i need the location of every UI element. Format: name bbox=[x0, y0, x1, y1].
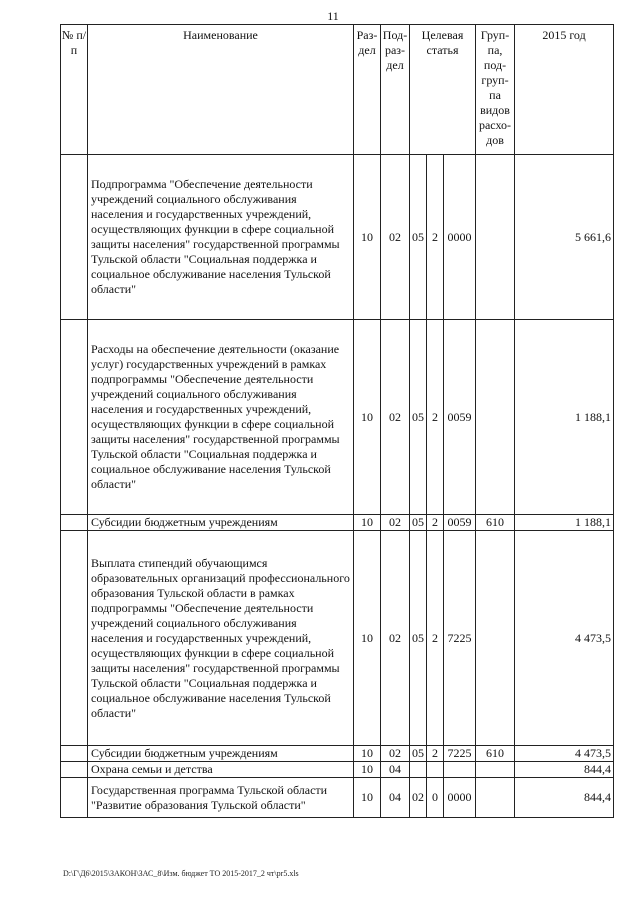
cell-target-direction: 0000 bbox=[444, 155, 476, 320]
cell-amount: 4 473,5 bbox=[515, 531, 614, 746]
cell-name: Подпрограмма "Обеспечение деятельности учреждений социального обслуживания населения и государственных учреждений, осуществляющих функции в сфере социальной защиты населения" государственной программы Тульской области "Социальная поддержка и социальное обслуживание населения Тульской области" bbox=[88, 155, 354, 320]
cell-target-program: 05 bbox=[410, 531, 427, 746]
budget-table bbox=[60, 24, 614, 818]
table-row bbox=[61, 746, 614, 762]
header-section: Раз-дел bbox=[354, 25, 381, 155]
cell-target-direction: 7225 bbox=[444, 531, 476, 746]
cell-amount: 844,4 bbox=[515, 778, 614, 818]
cell-amount: 844,4 bbox=[515, 762, 614, 778]
table-body bbox=[61, 155, 614, 818]
cell-num bbox=[61, 746, 88, 762]
cell-subsection: 02 bbox=[381, 746, 410, 762]
cell-section: 10 bbox=[354, 531, 381, 746]
cell-target-subprogram: 2 bbox=[427, 155, 444, 320]
table-row bbox=[61, 778, 614, 818]
cell-group bbox=[476, 778, 515, 818]
table-row bbox=[61, 762, 614, 778]
cell-target-direction: 0059 bbox=[444, 515, 476, 531]
cell-name: Субсидии бюджетным учреждениям bbox=[88, 746, 354, 762]
cell-group: 610 bbox=[476, 515, 515, 531]
cell-amount: 1 188,1 bbox=[515, 320, 614, 515]
header-num: № п/п bbox=[61, 25, 88, 155]
cell-section: 10 bbox=[354, 762, 381, 778]
cell-target-subprogram: 2 bbox=[427, 746, 444, 762]
cell-section: 10 bbox=[354, 320, 381, 515]
cell-num bbox=[61, 320, 88, 515]
cell-num bbox=[61, 515, 88, 531]
cell-amount: 5 661,6 bbox=[515, 155, 614, 320]
header-row bbox=[61, 25, 614, 155]
header-target-item: Целевая статья bbox=[410, 25, 476, 155]
cell-target-program: 05 bbox=[410, 155, 427, 320]
cell-group bbox=[476, 155, 515, 320]
table-row bbox=[61, 320, 614, 515]
cell-num bbox=[61, 778, 88, 818]
cell-group bbox=[476, 531, 515, 746]
header-name: Наименование bbox=[88, 25, 354, 155]
header-year: 2015 год bbox=[515, 25, 614, 155]
cell-section: 10 bbox=[354, 778, 381, 818]
cell-section: 10 bbox=[354, 515, 381, 531]
footer-file-path: D:\Г\Д6\2015\ЗАКОН\ЗАС_8\Изм. бюджет ТО 2015-2017_2 чт\pr5.xls bbox=[63, 869, 299, 878]
cell-num bbox=[61, 155, 88, 320]
cell-name: Государственная программа Тульской области "Развитие образования Тульской области" bbox=[88, 778, 354, 818]
cell-target-subprogram: 0 bbox=[427, 778, 444, 818]
header-subsection: Под-раз-дел bbox=[381, 25, 410, 155]
cell-subsection: 02 bbox=[381, 531, 410, 746]
cell-target-subprogram: 2 bbox=[427, 515, 444, 531]
cell-target-direction bbox=[444, 762, 476, 778]
cell-name: Расходы на обеспечение деятельности (оказание услуг) государственных учреждений в рамках подпрограммы "Обеспечение деятельности учреждений социального обслуживания населения и государственных учреждений, осуществляющих функции в сфере социальной защиты населения" государственной программы Тульской области "Социальная поддержка и социальное обслуживание населения Тульской области" bbox=[88, 320, 354, 515]
cell-target-direction: 0059 bbox=[444, 320, 476, 515]
cell-group bbox=[476, 320, 515, 515]
cell-target-direction: 0000 bbox=[444, 778, 476, 818]
cell-num bbox=[61, 531, 88, 746]
cell-section: 10 bbox=[354, 155, 381, 320]
cell-target-program: 05 bbox=[410, 320, 427, 515]
cell-target-program: 02 bbox=[410, 778, 427, 818]
page-number: 11 bbox=[327, 9, 339, 23]
cell-subsection: 02 bbox=[381, 320, 410, 515]
cell-target-subprogram: 2 bbox=[427, 320, 444, 515]
cell-name: Охрана семьи и детства bbox=[88, 762, 354, 778]
cell-target-program: 05 bbox=[410, 746, 427, 762]
header-group: Груп-па, под-груп-па видов расхо-дов bbox=[476, 25, 515, 155]
table-row bbox=[61, 155, 614, 320]
cell-amount: 1 188,1 bbox=[515, 515, 614, 531]
cell-amount: 4 473,5 bbox=[515, 746, 614, 762]
cell-group bbox=[476, 762, 515, 778]
cell-subsection: 02 bbox=[381, 155, 410, 320]
cell-name: Выплата стипендий обучающимся образовательных организаций профессионального образования Тульской области в рамках подпрограммы "Обеспечение деятельности учреждений социального обслуживания населения и государственных учреждений, осуществляющих функции в сфере социальной защиты населения" государственной программы Тульской области "Социальная поддержка и социальное обслуживание населения Тульской области" bbox=[88, 531, 354, 746]
cell-target-program bbox=[410, 762, 427, 778]
cell-target-subprogram: 2 bbox=[427, 531, 444, 746]
cell-name: Субсидии бюджетным учреждениям bbox=[88, 515, 354, 531]
cell-subsection: 04 bbox=[381, 762, 410, 778]
cell-target-direction: 7225 bbox=[444, 746, 476, 762]
cell-subsection: 04 bbox=[381, 778, 410, 818]
cell-subsection: 02 bbox=[381, 515, 410, 531]
cell-num bbox=[61, 762, 88, 778]
table-row bbox=[61, 515, 614, 531]
cell-section: 10 bbox=[354, 746, 381, 762]
cell-target-program: 05 bbox=[410, 515, 427, 531]
table-row bbox=[61, 531, 614, 746]
cell-group: 610 bbox=[476, 746, 515, 762]
cell-target-subprogram bbox=[427, 762, 444, 778]
